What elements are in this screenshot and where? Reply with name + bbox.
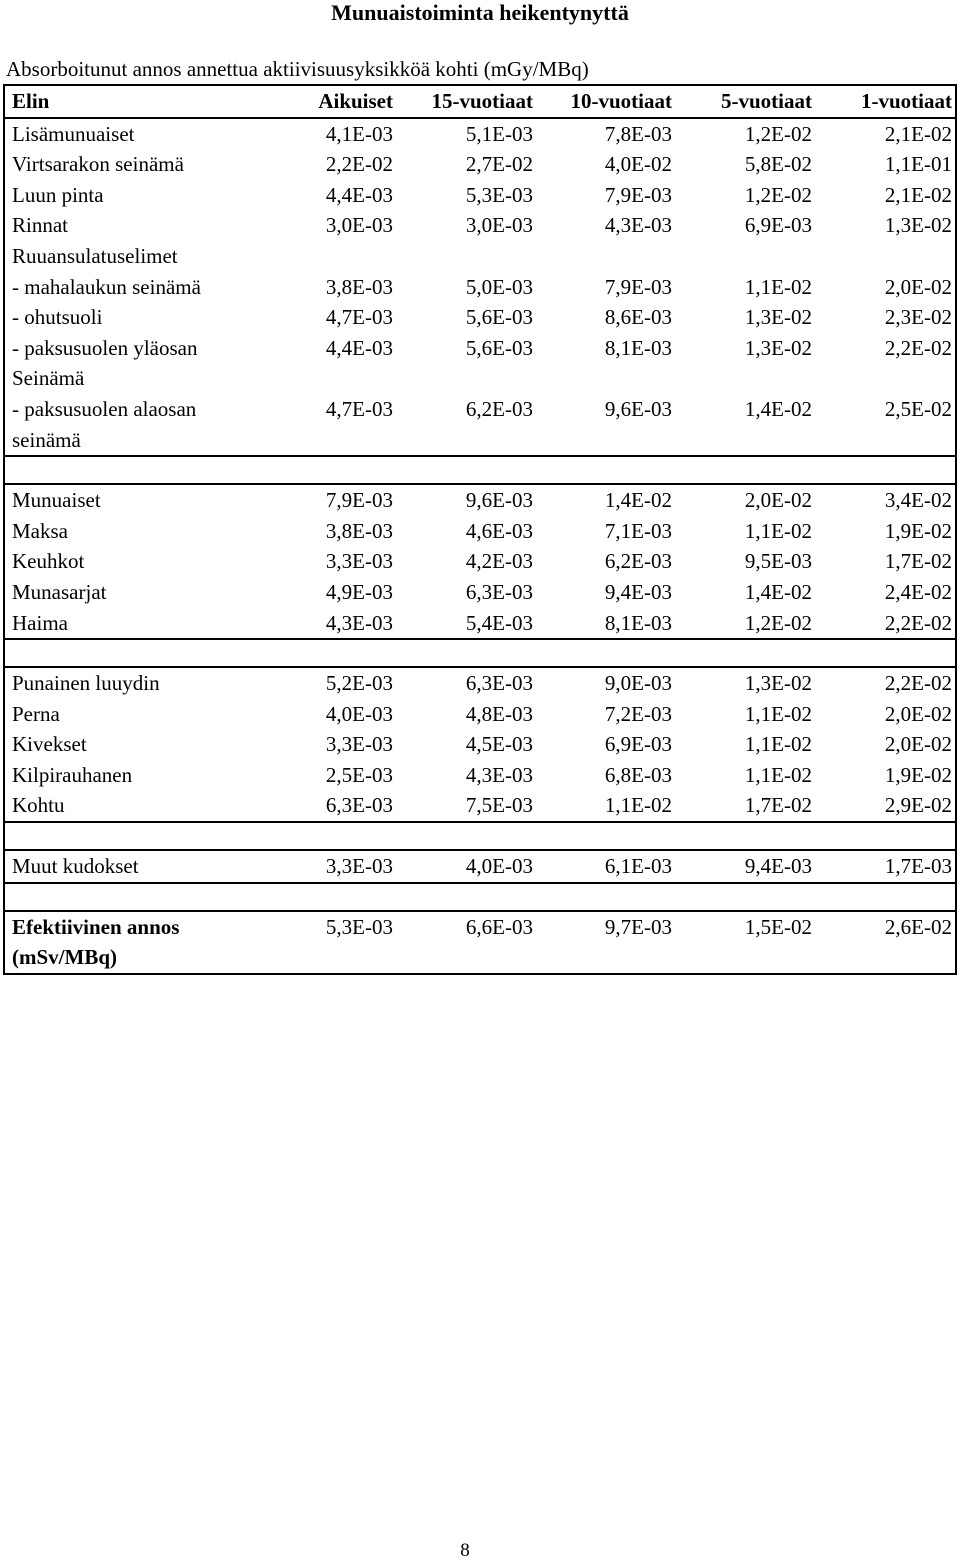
value-cell xyxy=(289,363,393,394)
table-row xyxy=(5,119,955,150)
value-cell: 4,4E-03 xyxy=(325,182,393,207)
value-cell: 7,9E-03 xyxy=(604,274,672,299)
value-cell: 1,7E-02 xyxy=(884,549,952,574)
value-cell: 1,7E-02 xyxy=(744,793,812,818)
value-cell: 1,4E-02 xyxy=(604,488,672,513)
value-cell xyxy=(812,425,952,456)
table-row xyxy=(5,485,955,516)
value-cell: 3,8E-03 xyxy=(325,274,393,299)
value-cell: 1,2E-02 xyxy=(744,121,812,146)
organ-cell: Seinämä xyxy=(12,366,85,391)
value-cell: 1,2E-02 xyxy=(744,182,812,207)
table-row xyxy=(5,699,955,730)
value-cell xyxy=(393,425,533,456)
table-row xyxy=(5,608,955,641)
value-cell: 1,1E-02 xyxy=(744,701,812,726)
value-cell: 2,5E-03 xyxy=(325,762,393,787)
effective-dose-label-line1: Efektiivinen annos xyxy=(12,914,180,939)
value-cell: 4,1E-03 xyxy=(325,121,393,146)
effective-dose-label xyxy=(5,912,289,973)
value-cell: 1,4E-02 xyxy=(744,396,812,421)
value-cell: 3,8E-03 xyxy=(325,518,393,543)
organ-cell: Muut kudokset xyxy=(12,854,139,879)
blank-separator-row xyxy=(5,823,955,851)
value-cell: 4,5E-03 xyxy=(465,732,533,757)
value-cell: 9,6E-03 xyxy=(465,488,533,513)
organ-cell: Maksa xyxy=(12,518,68,543)
value-cell: 9,4E-03 xyxy=(604,579,672,604)
header-10y: 10-vuotiaat xyxy=(570,89,672,113)
group3-rows xyxy=(5,668,955,823)
blank-separator-row xyxy=(5,884,955,912)
organ-cell: Luun pinta xyxy=(12,182,104,207)
table-row xyxy=(5,272,955,303)
table-row xyxy=(5,516,955,547)
value-cell: 5,8E-02 xyxy=(744,152,812,177)
table-row xyxy=(5,180,955,211)
organ-cell: Kohtu xyxy=(12,793,65,818)
value-cell: 1,2E-02 xyxy=(744,610,812,635)
value-cell: 2,6E-02 xyxy=(884,914,952,939)
value-cell: 2,2E-02 xyxy=(884,671,952,696)
value-cell: 5,0E-03 xyxy=(465,274,533,299)
value-cell: 1,3E-02 xyxy=(744,671,812,696)
table-row xyxy=(5,425,955,458)
organ-cell: Punainen luuydin xyxy=(12,671,160,696)
value-cell: 9,6E-03 xyxy=(604,396,672,421)
table-caption: Absorboitunut annos annettua aktiivisuusyksikköä kohti (mGy/MBq) xyxy=(6,57,589,81)
value-cell: 8,1E-03 xyxy=(604,610,672,635)
value-cell: 1,4E-02 xyxy=(744,579,812,604)
value-cell: 4,6E-03 xyxy=(465,518,533,543)
value-cell xyxy=(533,363,672,394)
value-cell xyxy=(672,425,812,456)
value-cell: 4,7E-03 xyxy=(325,305,393,330)
value-cell: 4,7E-03 xyxy=(325,396,393,421)
value-cell: 3,4E-02 xyxy=(884,488,952,513)
table-row xyxy=(5,302,955,333)
value-cell xyxy=(533,425,672,456)
value-cell: 6,6E-03 xyxy=(465,914,533,939)
table-row xyxy=(5,333,955,364)
table-row xyxy=(5,363,955,394)
value-cell: 7,9E-03 xyxy=(325,488,393,513)
value-cell xyxy=(289,241,393,272)
organ-cell: Munasarjat xyxy=(12,579,107,604)
organ-cell: Haima xyxy=(12,610,68,635)
organ-cell: - ohutsuoli xyxy=(12,305,103,330)
table-row-other-tissues xyxy=(5,851,955,884)
value-cell: 5,3E-03 xyxy=(325,914,393,939)
value-cell: 7,5E-03 xyxy=(465,793,533,818)
value-cell: 2,4E-02 xyxy=(884,579,952,604)
value-cell: 2,3E-02 xyxy=(884,305,952,330)
value-cell: 4,3E-03 xyxy=(604,213,672,238)
value-cell: 1,9E-02 xyxy=(884,518,952,543)
value-cell: 6,2E-03 xyxy=(465,396,533,421)
value-cell: 6,9E-03 xyxy=(604,732,672,757)
organ-cell: Lisämunuaiset xyxy=(12,121,135,146)
organ-cell: Keuhkot xyxy=(12,549,85,574)
value-cell: 6,9E-03 xyxy=(744,213,812,238)
table-row-effective-dose xyxy=(5,912,955,973)
group1-rows xyxy=(5,119,955,458)
value-cell: 5,2E-03 xyxy=(325,671,393,696)
value-cell: 6,1E-03 xyxy=(604,854,672,879)
header-organ: Elin xyxy=(12,89,50,113)
organ-cell: Kivekset xyxy=(12,732,87,757)
value-cell: 4,3E-03 xyxy=(465,762,533,787)
organ-cell: - paksusuolen alaosan xyxy=(12,396,197,421)
value-cell: 9,7E-03 xyxy=(604,914,672,939)
value-cell: 2,5E-02 xyxy=(884,396,952,421)
value-cell: 6,3E-03 xyxy=(465,671,533,696)
value-cell: 5,1E-03 xyxy=(465,121,533,146)
value-cell xyxy=(812,363,952,394)
value-cell: 2,1E-02 xyxy=(884,182,952,207)
value-cell: 3,3E-03 xyxy=(325,732,393,757)
dose-table xyxy=(3,84,957,975)
table-row xyxy=(5,760,955,791)
value-cell: 4,0E-03 xyxy=(465,854,533,879)
table-row xyxy=(5,241,955,272)
value-cell xyxy=(533,241,672,272)
value-cell: 1,1E-02 xyxy=(744,732,812,757)
value-cell: 5,3E-03 xyxy=(465,182,533,207)
value-cell: 2,0E-02 xyxy=(884,274,952,299)
value-cell: 4,4E-03 xyxy=(325,335,393,360)
value-cell: 2,1E-02 xyxy=(884,121,952,146)
value-cell: 2,2E-02 xyxy=(884,610,952,635)
value-cell: 1,1E-02 xyxy=(744,518,812,543)
table-row xyxy=(5,394,955,425)
organ-cell: Munuaiset xyxy=(12,488,101,513)
blank-separator-row xyxy=(5,457,955,485)
value-cell: 6,3E-03 xyxy=(465,579,533,604)
value-cell: 1,3E-02 xyxy=(744,305,812,330)
value-cell: 4,0E-02 xyxy=(604,152,672,177)
organ-cell: Perna xyxy=(12,701,60,726)
value-cell xyxy=(672,241,812,272)
table-row xyxy=(5,210,955,241)
value-cell: 6,3E-03 xyxy=(325,793,393,818)
value-cell xyxy=(393,363,533,394)
value-cell: 2,0E-02 xyxy=(884,732,952,757)
value-cell xyxy=(812,241,952,272)
organ-cell: Rinnat xyxy=(12,213,68,238)
value-cell: 5,4E-03 xyxy=(465,610,533,635)
group2-rows xyxy=(5,485,955,640)
table-row xyxy=(5,668,955,699)
table-header-row xyxy=(5,86,955,119)
value-cell xyxy=(672,363,812,394)
value-cell: 9,0E-03 xyxy=(604,671,672,696)
table-row xyxy=(5,790,955,823)
organ-cell: Virtsarakon seinämä xyxy=(12,152,184,177)
value-cell: 1,1E-01 xyxy=(884,152,952,177)
value-cell: 7,9E-03 xyxy=(604,182,672,207)
table-row xyxy=(5,577,955,608)
page-title: Munuaistoiminta heikentynyttä xyxy=(331,0,629,25)
value-cell: 3,0E-03 xyxy=(325,213,393,238)
value-cell: 3,3E-03 xyxy=(325,549,393,574)
value-cell: 1,3E-02 xyxy=(884,213,952,238)
value-cell: 8,1E-03 xyxy=(604,335,672,360)
value-cell: 8,6E-03 xyxy=(604,305,672,330)
value-cell: 1,5E-02 xyxy=(744,914,812,939)
table-row xyxy=(5,546,955,577)
value-cell: 7,8E-03 xyxy=(604,121,672,146)
value-cell: 1,1E-02 xyxy=(744,762,812,787)
organ-cell: Kilpirauhanen xyxy=(12,762,133,787)
value-cell xyxy=(289,425,393,456)
organ-cell: - paksusuolen yläosan xyxy=(12,335,198,360)
value-cell: 7,2E-03 xyxy=(604,701,672,726)
value-cell: 3,3E-03 xyxy=(325,854,393,879)
value-cell: 2,0E-02 xyxy=(884,701,952,726)
organ-cell: - mahalaukun seinämä xyxy=(12,274,201,299)
value-cell: 1,1E-02 xyxy=(744,274,812,299)
value-cell xyxy=(393,241,533,272)
value-cell: 4,8E-03 xyxy=(465,701,533,726)
page-number: 8 xyxy=(460,1540,470,1561)
value-cell: 2,2E-02 xyxy=(325,152,393,177)
blank-separator-row xyxy=(5,640,955,668)
value-cell: 1,9E-02 xyxy=(884,762,952,787)
value-cell: 9,4E-03 xyxy=(744,854,812,879)
header-1y: 1-vuotiaat xyxy=(861,89,952,113)
value-cell: 9,5E-03 xyxy=(744,549,812,574)
value-cell: 5,6E-03 xyxy=(465,305,533,330)
value-cell: 3,0E-03 xyxy=(465,213,533,238)
effective-dose-label-line2: (mSv/MBq) xyxy=(12,945,117,970)
value-cell: 4,2E-03 xyxy=(465,549,533,574)
value-cell: 2,2E-02 xyxy=(884,335,952,360)
value-cell: 1,3E-02 xyxy=(744,335,812,360)
header-5y: 5-vuotiaat xyxy=(721,89,812,113)
value-cell: 6,2E-03 xyxy=(604,549,672,574)
value-cell: 4,9E-03 xyxy=(325,579,393,604)
header-adults: Aikuiset xyxy=(318,89,393,113)
value-cell: 1,7E-03 xyxy=(884,854,952,879)
table-row xyxy=(5,729,955,760)
organ-cell: Ruuansulatuselimet xyxy=(12,243,178,268)
value-cell: 1,1E-02 xyxy=(604,793,672,818)
value-cell: 2,7E-02 xyxy=(465,152,533,177)
value-cell: 4,3E-03 xyxy=(325,610,393,635)
header-15y: 15-vuotiaat xyxy=(431,89,533,113)
value-cell: 2,9E-02 xyxy=(884,793,952,818)
table-row xyxy=(5,149,955,180)
value-cell: 7,1E-03 xyxy=(604,518,672,543)
organ-cell: seinämä xyxy=(12,427,81,452)
value-cell: 5,6E-03 xyxy=(465,335,533,360)
value-cell: 4,0E-03 xyxy=(325,701,393,726)
value-cell: 6,8E-03 xyxy=(604,762,672,787)
value-cell: 2,0E-02 xyxy=(744,488,812,513)
